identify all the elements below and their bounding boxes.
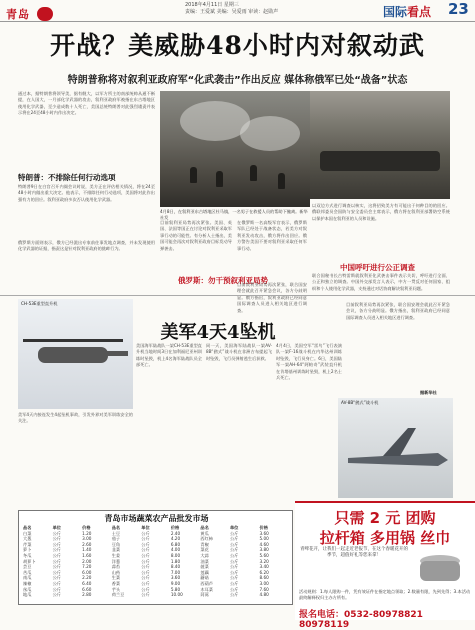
table-cell: 荷兰豆 xyxy=(111,592,125,598)
table-cell: 公斤 xyxy=(141,575,150,581)
table-cell: 公斤 xyxy=(229,580,239,586)
table-cell: 2.80 xyxy=(82,592,92,598)
lead-photo-syria xyxy=(160,91,310,207)
logo-badge-icon xyxy=(37,7,53,21)
table-cell: 1.20 xyxy=(82,530,92,536)
table-header-cell: 单位 xyxy=(141,525,150,530)
table-header-cell: 品名 xyxy=(23,525,32,530)
table-cell: 莲藕 xyxy=(200,569,209,575)
jet-label-1: CH-53E重型直升机 xyxy=(21,301,58,306)
table-cell: 3.60 xyxy=(170,575,181,581)
table-cell: 豆角 xyxy=(111,541,121,547)
table-cell: 蘑菇 xyxy=(200,575,209,581)
tail-shape xyxy=(104,351,128,356)
table-cell: 公斤 xyxy=(141,592,150,598)
person-silhouette xyxy=(250,165,257,181)
ship-silhouette xyxy=(320,151,440,171)
editor-credits: 责编：王爱斌 美编：吴爱雨 审读：赵勋声 xyxy=(185,9,279,15)
table-cell: 4.60 xyxy=(259,541,269,547)
masthead xyxy=(0,0,475,22)
lead-col4-body-2: 联合国秘书长古特雷斯就叙利亚化武袭击事件表示关切，呼吁进行全面、公正和独立的调查。中国外交部发言人表示，中方一贯反对任何国家、组织和个人使用化学武器，支持通过对话协商解决叙利亚问题。 xyxy=(312,273,450,291)
ad-products: 拉杆箱 多用锅 丝巾 xyxy=(319,529,451,547)
table-cell: 6.00 xyxy=(82,569,92,575)
fuselage-shape xyxy=(38,347,108,363)
table-cell: 菜花 xyxy=(200,547,209,553)
table-cell: 黄瓜 xyxy=(200,530,209,536)
second-body-3: 4月4日，美国空军“雷鸟”飞行表演队一架F-16战斗机在内华达州训练时坠毁，飞行员身亡。6日，美国陆军一架AH-64“阿帕奇”武装直升机在肯塔基州训练时坠毁，机上2名士兵死亡。 xyxy=(276,343,342,381)
table-cell: 丝瓜 xyxy=(23,586,32,592)
section-accent: 看点 xyxy=(407,5,432,19)
lead-photo-caption: 4月8日，在叙利亚东古塔地区杜马镇，一名男子在救援人员的帮助下撤离。新华社发 xyxy=(160,209,308,220)
table-cell: 公斤 xyxy=(52,552,61,558)
table-cell: 4.20 xyxy=(170,536,181,542)
lead-col2-body: 目前叙利亚局势再次紧张。美国、英国、法国等国正在讨论对叙利亚采取军事行动的可能性。有分析人士指出，美国可能会再次对叙利亚政府目标发动导弹袭击。 xyxy=(160,220,232,251)
table-cell: 公斤 xyxy=(229,547,239,553)
table-cell: 公斤 xyxy=(52,564,61,570)
lead-col1-body-2: 特朗普9日在白宫召开内阁会议时说，美方正在评估相关情况，将在24至48小时内做出重大决定。他表示，不排除任何行动选项，美国将对此作出强有力的回应。叙利亚政府多次否认使用化学武器。 xyxy=(18,184,155,202)
table-cell: 公斤 xyxy=(229,564,239,570)
table-cell: 10.00 xyxy=(170,592,183,598)
second-body-2: 同一天，美国海军陆战队一架AV-8B“鹞式”战斗机在非洲吉布提起飞时坠毁，飞行员弹射逃生后获救。 xyxy=(206,343,272,361)
table-cell: 公斤 xyxy=(229,592,239,598)
lead-col3-body: 目前叙利亚局势再次紧张，联合国安理会就此召开紧急会议，各方分歧明显。俄方指出，叙利亚政府已经同意国际调查人员进入相关地区进行调查。 xyxy=(237,282,307,313)
table-cell: 西红柿 xyxy=(200,536,213,542)
section-divider xyxy=(0,295,475,296)
newspaper-logo xyxy=(6,3,72,19)
lead-subhead: 特朗普称将对叙利亚政府军“化武袭击”作出反应 媒体称俄军已处“战备”状态 xyxy=(67,75,408,86)
jet-photo-1 xyxy=(18,299,133,409)
byline: 据新华社 xyxy=(420,390,437,395)
lead-col2-body-2: 在俄罗斯一名高级军官表示，俄罗斯军队已经处于战备状态，若美方对叙利亚发动攻击，俄方将作出回应。俄方警告美国不要对叙利亚采取任何军事行动。 xyxy=(237,220,307,251)
table-header-cell: 价格 xyxy=(259,525,268,530)
table-header-cell: 价格 xyxy=(170,525,180,530)
table-cell: 生菜 xyxy=(111,575,121,581)
table-cell: 西葫芦 xyxy=(200,580,213,586)
table-cell: 公斤 xyxy=(229,575,239,581)
table-cell: 萝卜 xyxy=(23,547,32,553)
table-header-cell: 品名 xyxy=(111,525,121,530)
table-row xyxy=(23,592,289,598)
table-cell: 公斤 xyxy=(52,575,61,581)
dateline xyxy=(185,2,278,16)
lead-col1-body: 通过本，据特朗普将领导美，据有舰大，以军方所主的南部统帅从通不断提，在人国大，一月部化学武器的攻击，叙利亚政府军被指在东古塔地区使用化学武器，至少造成数十人死亡，美国总统特朗普对此强烈谴责并表示将在24至48小时内作出决定。 xyxy=(18,91,155,116)
table-cell: 公斤 xyxy=(229,586,239,592)
table-cell: 油菜 xyxy=(200,558,209,564)
lead-col2-subhead: 俄罗斯：勿干预叙利亚局势 xyxy=(178,276,268,285)
smoke-shape xyxy=(240,116,300,151)
table-cell: 6.20 xyxy=(259,569,269,575)
table-cell: 4.00 xyxy=(170,547,181,553)
table-cell: 3.00 xyxy=(259,580,269,586)
person-silhouette xyxy=(278,173,285,189)
jet-photo-2 xyxy=(338,398,453,498)
table-cell: 5.00 xyxy=(259,536,269,542)
table-cell: 5.80 xyxy=(170,586,181,592)
advertisement xyxy=(295,501,475,630)
table-cell: 公斤 xyxy=(141,558,150,564)
person-silhouette xyxy=(190,167,197,183)
table-cell: 公斤 xyxy=(52,586,61,592)
table-grid xyxy=(23,525,289,598)
table-cell: 大蒜 xyxy=(200,552,209,558)
table-cell: 香菜 xyxy=(111,580,121,586)
lead-col4-body: 以双边方式进行调查以核实，这将招致美方有可能出于何种目的的回应。俄联邦委员会国防与安全委员会主席表示，俄方将在叙利亚部署防空系统以保护本国在叙利亚的人员和设施。 xyxy=(312,203,450,221)
table-cell: 蒜苔 xyxy=(111,564,121,570)
ad-fine-print: 活动规则：1.每人限购一件，凭有效证件在指定地点领取；2.数量有限，先到先得；3.本活动最终解释权归主办方所有。 xyxy=(299,589,471,600)
person-silhouette xyxy=(216,171,223,187)
table-cell: 公斤 xyxy=(229,541,239,547)
table-cell: 洋葱 xyxy=(111,558,121,564)
table-cell: 6.60 xyxy=(82,586,92,592)
table-cell: 公斤 xyxy=(141,541,150,547)
table-cell: 8.00 xyxy=(170,552,181,558)
table-cell: 公斤 xyxy=(52,569,61,575)
second-body-4: 美军4天内接连发生4起坠机事故，引发外界对美军训练安全的关注。 xyxy=(18,412,133,424)
table-cell: 公斤 xyxy=(141,536,150,542)
lead-col1-subhead: 特朗普：不排除任何行动选项 xyxy=(18,173,116,182)
table-cell: 5.60 xyxy=(259,552,269,558)
table-cell: 芸豆 xyxy=(23,564,32,570)
table-cell: 大葱 xyxy=(23,536,32,542)
table-cell: 公斤 xyxy=(141,564,150,570)
table-cell: 山药 xyxy=(111,569,121,575)
section-title xyxy=(383,3,431,20)
table-cell: 1.80 xyxy=(170,558,181,564)
table-title: 青岛市场蔬菜农产品批发市场 xyxy=(104,514,209,523)
table-cell: 3.60 xyxy=(259,530,269,536)
table-cell: 3.40 xyxy=(259,564,269,570)
table-cell: 3.00 xyxy=(82,536,92,542)
table-cell: 公斤 xyxy=(141,569,150,575)
page-number: 23 xyxy=(448,0,469,18)
table-cell: 公斤 xyxy=(52,541,61,547)
wing-shape xyxy=(383,428,416,456)
ad-headline: 只需 2 元 团购 xyxy=(334,509,436,527)
table-header-cell: 价格 xyxy=(82,525,91,530)
table-cell: 苦瓜 xyxy=(23,569,32,575)
table-cell: 辣椒 xyxy=(23,580,32,586)
table-cell: 2.00 xyxy=(82,558,92,564)
table-header-cell: 单位 xyxy=(52,525,61,530)
table-cell: 7.00 xyxy=(170,569,181,575)
lead-col4-body-3: 目前叙利亚局势再次紧张，联合国安理会就此召开紧急会议，各方分歧明显。俄方指出，叙利亚政府已经同意国际调查人员进入相关地区进行调查。 xyxy=(346,302,450,320)
table-cell: 菠菜 xyxy=(200,564,209,570)
table-cell: 木耳菜 xyxy=(200,586,213,592)
table-cell: 公斤 xyxy=(141,547,150,553)
table-cell: 8.60 xyxy=(259,575,269,581)
table-cell: 生姜 xyxy=(111,552,121,558)
date-text: 2018年4月11日 星期三 xyxy=(185,2,239,8)
table-cell: 公斤 xyxy=(52,592,61,598)
table-cell: 1.40 xyxy=(82,547,92,553)
table-cell: 2.40 xyxy=(170,530,181,536)
section-name: 国际 xyxy=(383,5,408,19)
table-cell: 茼蒿 xyxy=(200,592,209,598)
table-cell: 芋头 xyxy=(111,586,121,592)
second-body-1: 美国海军陆战队一架CH-53E重型直升机当地时间3日在加利福尼亚州训练时坠毁，机上4名海军陆战队员全部死亡。 xyxy=(136,343,202,368)
table-cell: 1.60 xyxy=(82,552,92,558)
table-cell: 6.80 xyxy=(170,541,181,547)
pot-body-shape xyxy=(420,561,460,581)
table-cell: 公斤 xyxy=(229,530,239,536)
table-cell: 4.80 xyxy=(259,592,269,598)
table-cell: 胡萝卜 xyxy=(23,558,36,564)
lead-col1-body-3: 俄罗斯方面则表示，俄方已经派出专家前往事发地点调查，并未发现使用化学武器的证据，指责这是针对叙利亚政府的挑衅行为。 xyxy=(18,240,155,252)
table-cell: 3.20 xyxy=(259,558,269,564)
jet-label-2: AV-8B“鹞式”战斗机 xyxy=(341,400,379,405)
table-cell: 2.60 xyxy=(82,541,92,547)
table-cell: 青椒 xyxy=(200,541,209,547)
table-cell: 芹菜 xyxy=(23,541,32,547)
table-cell: 2.20 xyxy=(82,575,92,581)
table-cell: 茄子 xyxy=(111,536,121,542)
second-headline: 美军4天4坠机 xyxy=(160,322,276,343)
helicopter-icon xyxy=(18,299,133,409)
ad-phone: 报名电话：0532-80978821 80978119 xyxy=(299,610,423,630)
table-cell: 公斤 xyxy=(141,586,150,592)
table-header-cell: 单位 xyxy=(229,525,239,530)
table-cell: 公斤 xyxy=(229,558,239,564)
table-cell: 冬瓜 xyxy=(23,552,32,558)
table-cell: 公斤 xyxy=(52,536,61,542)
table-cell: 公斤 xyxy=(52,558,61,564)
pot-icon xyxy=(413,547,467,587)
table-cell: 公斤 xyxy=(52,580,61,586)
table-cell: 公斤 xyxy=(141,580,150,586)
table-header-cell: 品名 xyxy=(200,525,209,530)
table-cell: 公斤 xyxy=(141,530,150,536)
table-cell: 地瓜 xyxy=(23,592,32,598)
rotor-shape xyxy=(23,339,123,342)
logo-text: 青岛 xyxy=(6,8,30,21)
table-cell: 9.00 xyxy=(170,580,181,586)
table-cell: 公斤 xyxy=(229,536,239,542)
price-table xyxy=(18,510,293,605)
table-cell: 公斤 xyxy=(141,552,150,558)
lead-photo-2 xyxy=(310,91,450,199)
table-cell: 土豆 xyxy=(111,530,121,536)
table-cell: 白菜 xyxy=(23,530,32,536)
table-cell: 南瓜 xyxy=(23,575,32,581)
table-cell: 7.60 xyxy=(259,586,269,592)
table-cell: 公斤 xyxy=(52,547,61,553)
fighter-jet-icon xyxy=(338,398,453,498)
table-cell: 公斤 xyxy=(229,552,239,558)
ad-blurb: 青啤花开，让我们一起走近老报节，在这个春暖花开的季节，超值好礼等您来拿！ xyxy=(300,547,408,559)
table-cell: 6.40 xyxy=(82,580,92,586)
table-cell: 3.80 xyxy=(259,547,269,553)
table-cell: 韭菜 xyxy=(111,547,121,553)
lead-col4-subhead: 中国呼吁进行公正调查 xyxy=(340,263,415,272)
table-cell: 公斤 xyxy=(52,530,61,536)
table-cell: 8.40 xyxy=(170,564,181,570)
table-cell: 公斤 xyxy=(229,569,239,575)
lead-headline: 开战？美威胁48小时内对叙动武 xyxy=(50,31,425,60)
table-cell: 7.20 xyxy=(82,564,92,570)
